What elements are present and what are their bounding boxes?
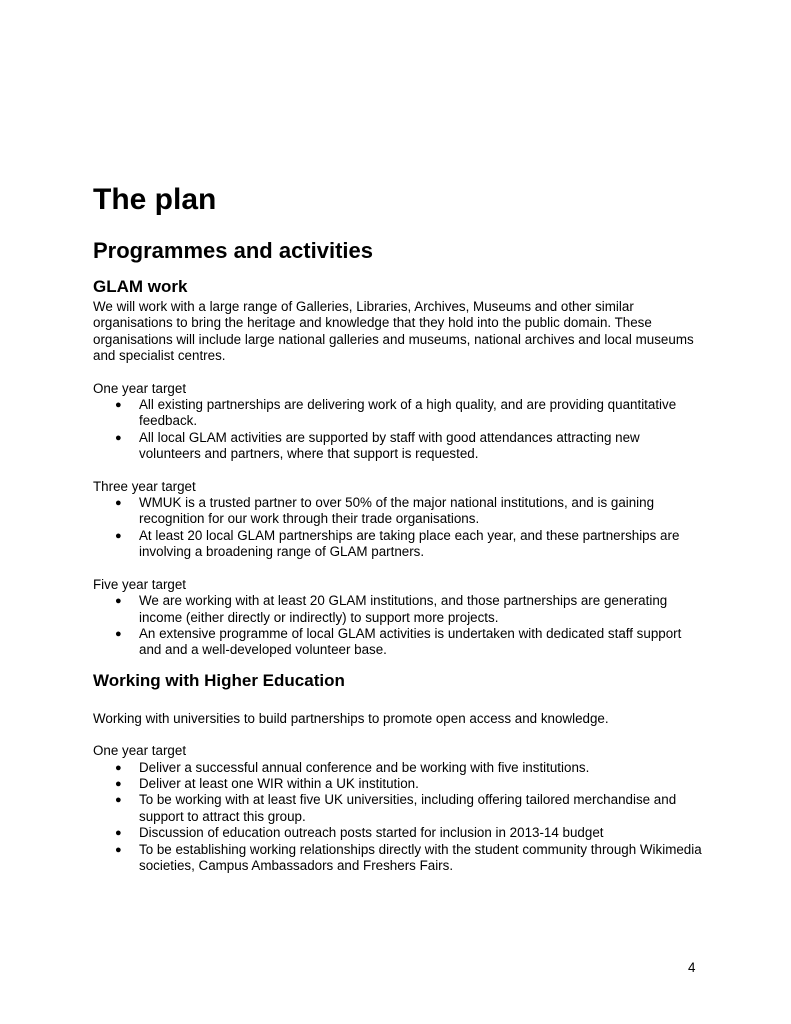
glam-three-year-list [93,495,703,561]
list-item: ● An extensive programme of local GLAM activities is undertaken with dedicated staff support and and a well-developed volunteer base. [115,625,682,658]
glam-five-year-list [93,593,703,659]
list-item: ● To be working with at least five UK universities, including offering tailored merchandise and support to attract this group. [115,792,677,824]
list-item: ● Deliver a successful annual conference and be working with five institutions. [115,759,590,775]
glam-heading: GLAM work [93,277,188,296]
list-item: ● We are working with at least 20 GLAM institutions, and those partnerships are generating income (either directly or indirectly) to support more projects. [115,593,668,625]
glam-one-year-label: One year target [93,380,187,396]
higher-ed-intro: Working with universities to build partnerships to promote open access and knowledge. [93,710,609,726]
bullet-icon: ● [115,761,122,774]
bullet-icon: ● [115,794,122,807]
bullet-icon: ● [115,497,122,510]
page-title: The plan [93,183,217,216]
higher-ed-one-year-label: One year target [93,743,187,759]
bullet-icon: ● [115,595,122,608]
list-item: ● At least 20 local GLAM partnerships are taking place each year, and these partnerships are involving a broadening range of GLAM partners. [115,527,680,560]
list-item: ● All existing partnerships are delivering work of a high quality, and are providing quantitative feedback. [115,397,677,429]
glam-five-year-label: Five year target [93,576,187,592]
bullet-icon: ● [115,431,122,444]
glam-intro: We will work with a large range of Galleries, Libraries, Archives, Museums and other similar organisations to bring the heritage and knowledge that they hold into the public domain. These organisations will include large national galleries and museums, national archives and local museums and specialist centres. [93,299,694,364]
list-item: ● Discussion of education outreach posts started for inclusion in 2013-14 budget [115,825,604,841]
page-number: 4 [688,960,696,975]
glam-three-year-label: Three year target [93,478,196,494]
list-item: ● All local GLAM activities are supported by staff with good attendances attracting new volunteers and partners, where that support is requested. [115,429,640,462]
bullet-icon: ● [115,399,122,412]
list-item: ● To be establishing working relationships directly with the student community through Wikimedia societies, Campus Ambassadors and Freshers Fairs. [115,841,702,873]
bullet-icon: ● [115,843,122,856]
higher-ed-heading: Working with Higher Education [93,670,345,690]
list-item: ● Deliver at least one WIR within a UK institution. [115,775,419,791]
list-item: ● WMUK is a trusted partner to over 50% of the major national institutions, and is gaining recognition for our work through their trade organisations. [115,495,655,527]
higher-ed-one-year-list [93,760,703,875]
bullet-icon: ● [115,777,122,790]
bullet-icon: ● [115,529,122,542]
document-page [93,178,703,874]
glam-one-year-list [93,397,703,463]
bullet-icon: ● [115,827,122,840]
section-heading: Programmes and activities [93,238,374,263]
bullet-icon: ● [115,627,122,640]
